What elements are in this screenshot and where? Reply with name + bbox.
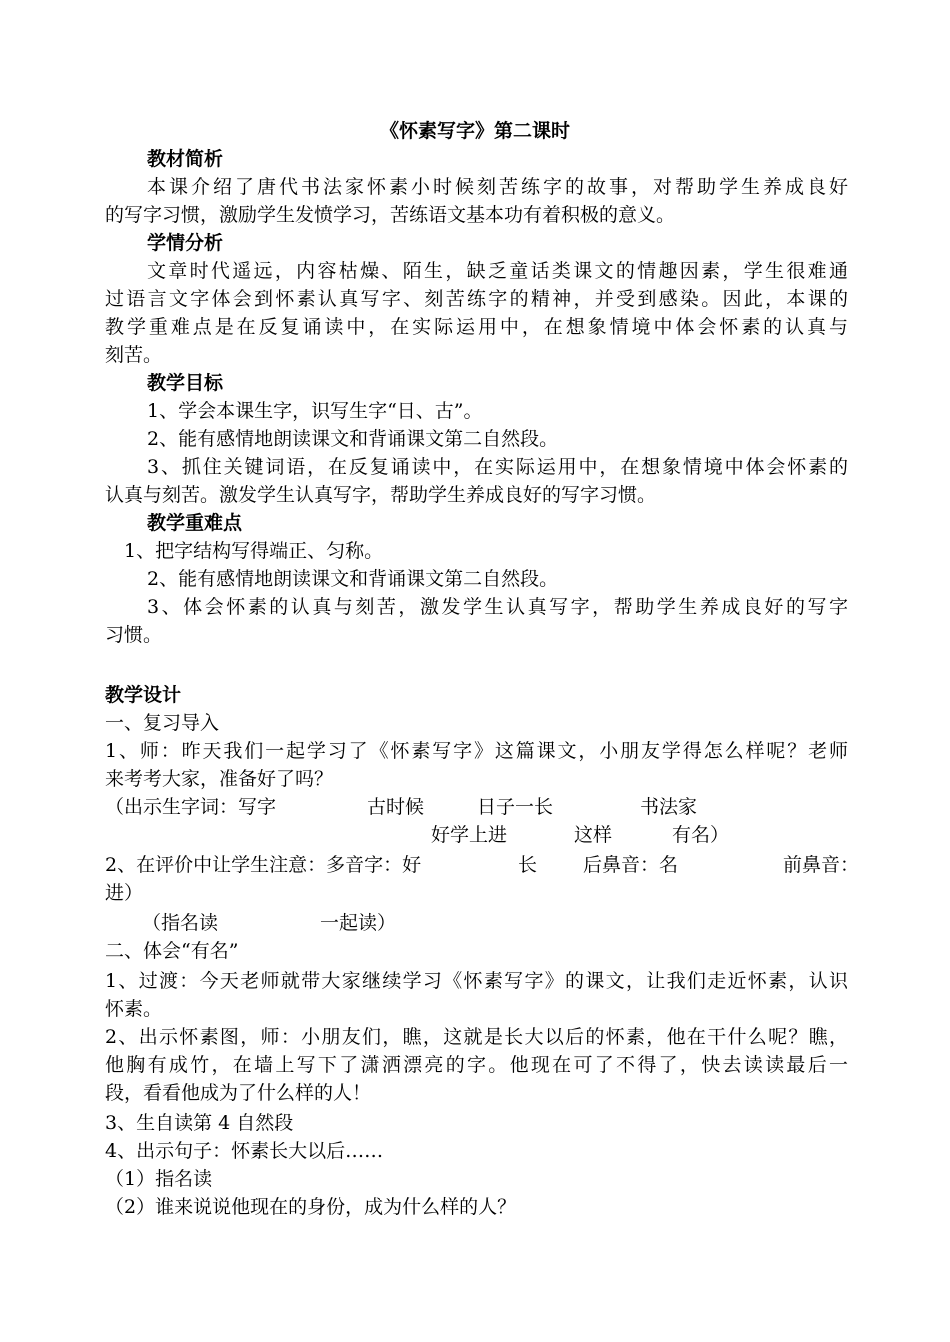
paragraph-line: 教学重难点是在反复诵读中，在实际运用中，在想象情境中体会怀素的认真与	[105, 316, 848, 338]
objective-item: 2、能有感情地朗读课文和背诵课文第二自然段。	[147, 428, 559, 450]
step-line: 4、出示句子：怀素长大以后……	[105, 1140, 384, 1162]
heading-teaching-design: 教学设计	[105, 684, 182, 706]
heading-objectives: 教学目标	[147, 372, 224, 394]
evaluation-continued: 进）	[105, 882, 144, 904]
word-item: 好学上进	[431, 824, 508, 846]
evaluation-text: 前鼻音：	[783, 854, 860, 876]
paragraph-line: 的写字习惯，激励学生发愤学习，苦练语文基本功有着积极的意义。	[105, 204, 676, 226]
key-point-item-continued: 习惯。	[105, 624, 163, 646]
heading-key-points: 教学重难点	[147, 512, 243, 534]
key-point-item: 3、体会怀素的认真与刻苦，激发学生认真写字，帮助学生养成良好的写字	[147, 596, 848, 618]
paragraph-line: 本课介绍了唐代书法家怀素小时候刻苦练字的故事，对帮助学生养成良好	[147, 176, 848, 198]
paragraph-line: 1、师：昨天我们一起学习了《怀素写字》这篇课文，小朋友学得怎么样呢？老师	[105, 740, 848, 762]
read-row	[0, 909, 950, 937]
paragraph-line: 怀素。	[105, 998, 163, 1020]
words-row-2	[0, 821, 950, 849]
page-title: 《怀素写字》第二课时	[379, 120, 570, 142]
read-item: 一起读）	[320, 912, 397, 934]
evaluation-text: 2、在评价中让学生注意：多音字：好	[105, 854, 422, 876]
word-item: 书法家	[640, 796, 698, 818]
key-point-item: 1、把字结构写得端正、匀称。	[124, 540, 384, 562]
step-line: 3、生自读第 4 自然段	[105, 1112, 294, 1134]
objective-item: 3、抓住关键词语，在反复诵读中，在实际运用中，在想象情境中体会怀素的	[147, 456, 848, 478]
key-point-item: 2、能有感情地朗读课文和背诵课文第二自然段。	[147, 568, 559, 590]
sub-step-line: （1）指名读	[105, 1168, 213, 1190]
heading-textbook-analysis: 教材简析	[147, 148, 224, 170]
section-title-review: 一、复习导入	[105, 712, 220, 734]
objective-item-continued: 认真与刻苦。激发学生认真写字，帮助学生养成良好的写字习惯。	[105, 484, 657, 506]
paragraph-line: 1、过渡：今天老师就带大家继续学习《怀素写字》的课文，让我们走近怀素，认识	[105, 970, 848, 992]
paragraph-line: 刻苦。	[105, 344, 163, 366]
sub-step-line: （2）谁来说说他现在的身份，成为什么样的人？	[105, 1196, 517, 1218]
evaluation-text: 后鼻音：名	[583, 854, 679, 876]
word-item: 有名）	[672, 824, 730, 846]
paragraph-line: 文章时代遥远，内容枯燥、陌生，缺乏童话类课文的情趣因素，学生很难通	[147, 260, 848, 282]
word-item: 这样	[574, 824, 613, 846]
words-row-1	[0, 793, 950, 821]
heading-student-analysis: 学情分析	[147, 232, 224, 254]
word-item: （出示生字词：写字	[105, 796, 277, 818]
objective-item: 1、学会本课生字，识写生字“日、古”。	[147, 400, 483, 422]
paragraph-line: 来考考大家，准备好了吗？	[105, 768, 334, 790]
section-title-famous: 二、体会“有名”	[105, 940, 239, 962]
paragraph-line: 过语言文字体会到怀素认真写字、刻苦练字的精神，并受到感染。因此，本课的	[105, 288, 848, 310]
word-item: 日子一长	[477, 796, 554, 818]
evaluation-text: 长	[518, 854, 538, 876]
evaluation-row	[0, 851, 950, 879]
paragraph-line: 段，看看他成为了什么样的人！	[105, 1082, 372, 1104]
word-item: 古时候	[367, 796, 425, 818]
paragraph-line: 他胸有成竹，在墙上写下了潇洒漂亮的字。他现在可了不得了，快去读读最后一	[105, 1054, 848, 1076]
read-item: （指名读	[142, 912, 219, 934]
paragraph-line: 2、出示怀素图，师：小朋友们，瞧，这就是长大以后的怀素，他在干什么呢？瞧，	[105, 1026, 848, 1048]
